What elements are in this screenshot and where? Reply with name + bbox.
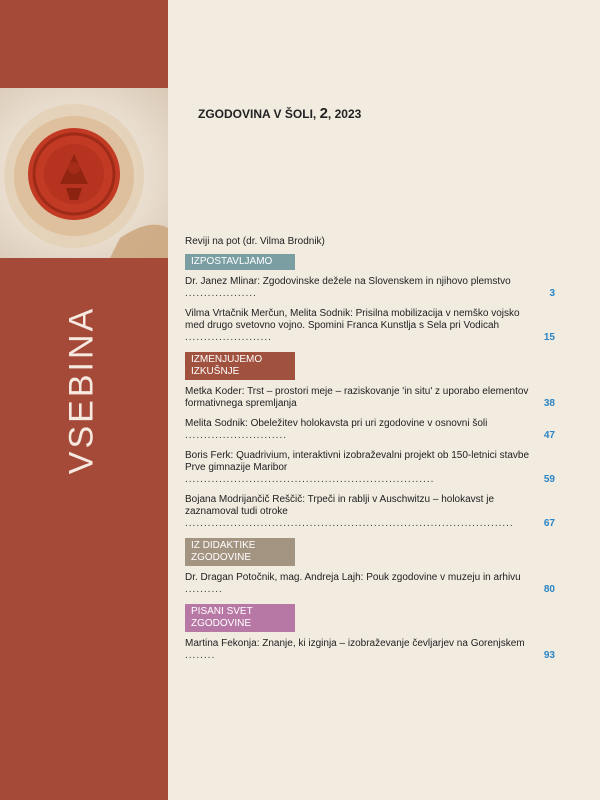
section-heading: IZMENJUJEMO IZKUŠNJE bbox=[185, 352, 295, 380]
page-number: 15 bbox=[543, 332, 555, 343]
wax-seal-photo bbox=[0, 88, 168, 258]
toc-entry[interactable]: Dr. Dragan Potočnik, mag. Andreja Lajh: Pouk zgodovine v muzeju in arhivu .......... 80 bbox=[185, 572, 555, 595]
toc-entry[interactable]: Vilma Vrtačnik Merčun, Melita Sodnik: Prisilna mobilizacija v nemško vojsko med drugo svetovno vojno. Spomini Franca Kunstlja s Sela pri Vodicah ....................... 15 bbox=[185, 308, 555, 343]
toc-entry[interactable]: Dr. Janez Mlinar: Zgodovinske dežele na Slovenskem in njihovo plemstvo ................... 3 bbox=[185, 276, 555, 299]
page-number: 93 bbox=[543, 650, 555, 661]
section-heading: IZ DIDAKTIKE ZGODOVINE bbox=[185, 538, 295, 566]
journal-title: ZGODOVINA V ŠOLI, 2, 2023 bbox=[198, 105, 362, 122]
page-number: 67 bbox=[543, 518, 555, 529]
table-of-contents bbox=[185, 236, 555, 670]
intro-entry[interactable]: Reviji na pot (dr. Vilma Brodnik) bbox=[185, 236, 325, 247]
page-number: 3 bbox=[549, 288, 555, 299]
toc-entry[interactable]: Metka Koder: Trst – prostori meje – raziskovanje 'in situ' z uporabo elementov formativnega spremljanja 38 bbox=[185, 386, 555, 409]
page-number: 38 bbox=[543, 398, 555, 409]
section-heading: PISANI SVET ZGODOVINE bbox=[185, 604, 295, 632]
toc-entry[interactable]: Bojana Modrijančič Reščič: Trpeči in rablji v Auschwitzu – holokavst je zaznamoval tudi otroke ....................................................................................... 67 bbox=[185, 494, 555, 529]
vertical-title: VSEBINA bbox=[62, 305, 101, 475]
page-number: 59 bbox=[543, 474, 555, 485]
page-number: 80 bbox=[543, 584, 555, 595]
page-number: 47 bbox=[543, 430, 555, 441]
toc-entry[interactable]: Melita Sodnik: Obeležitev holokavsta pri uri zgodovine v osnovni šoli ........................... 47 bbox=[185, 418, 555, 441]
toc-entry[interactable]: Martina Fekonja: Znanje, ki izginja – izobraževanje čevljarjev na Gorenjskem ........ 93 bbox=[185, 638, 555, 661]
toc-entry[interactable]: Boris Ferk: Quadrivium, interaktivni izobraževalni projekt ob 150-letnici stavbe Prve gimnazije Maribor .................................................................. 59 bbox=[185, 450, 555, 485]
section-heading: IZPOSTAVLJAMO bbox=[185, 254, 295, 270]
